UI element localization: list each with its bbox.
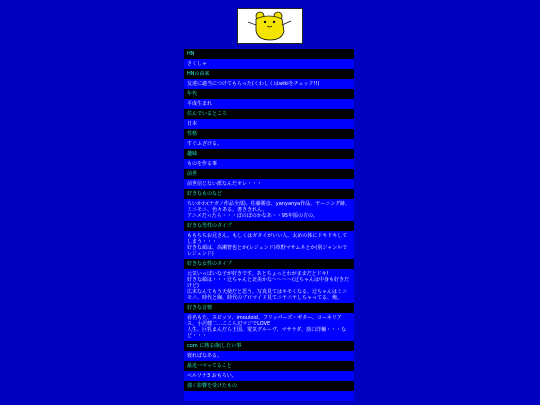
profile-field-label: 最近ハマってること — [184, 361, 354, 371]
profile-field-label: 住んでいるところ — [184, 109, 354, 119]
profile-field-label: 好きな男性のタイプ — [184, 221, 354, 231]
profile-field-value: 元気いっぱいな子が好きです。あとちょっとわがままだとドキ! 好きな顔は・・・辻ちゃんと北美かな〜〜〜〜(辻ちゃんは中身も好きだけど) 広末なんてもう天使だと思う。写真見てはキモくなる。辻ちゃんはミニモニ、時代と胸、時代のブロマイド見てニヤニヤしちゃってる、俺。 — [184, 269, 354, 303]
profile-field-label: 好きな音楽 — [184, 303, 354, 313]
profile-field-value: ベルソナ3 おもろい。 — [184, 371, 354, 381]
profile-field-value: さくしゃ — [184, 59, 354, 69]
profile-field-value: ものを作る事 — [184, 159, 354, 169]
profile-field-label: 好きな女性のタイプ — [184, 259, 354, 269]
profile-field-value: すぐふざける。 — [184, 139, 354, 149]
profile-field-value — [184, 391, 354, 401]
profile-field-label: 強く影響を受けたもの — [184, 381, 354, 391]
profile-field-value: ももちちお兄さん。もしくはガタイがいい人。太めの体にドキドキしてしまう・・・ 好きな顔は、高瀬智也とか(レジェンド)草野マサムネとか(別ジャンルでレジェンド) — [184, 231, 354, 259]
site-logo — [237, 8, 303, 44]
profile-field-label: 前世 — [184, 169, 354, 179]
profile-field-value: 平成生まれ — [184, 99, 354, 109]
bear-logo-icon — [238, 9, 302, 43]
profile-field-label: HNの由来 — [184, 69, 354, 79]
profile-field-value: 前世信じない派なんだオレ・・・ — [184, 179, 354, 189]
profile-field-label: 性格 — [184, 129, 354, 139]
profile-table — [184, 49, 354, 401]
profile-field-label: 年代 — [184, 89, 354, 99]
profile-field-value: 看名もた、スピッツ、imouloid、フリッパーズ・ギター、コーネリアス、小沢健二…ここら辺マジでLOVE 人生、巨乳まんだら王国、電気グルーヴ、マサラダ、筋口洋輔・・・など・・・ — [184, 313, 354, 341]
profile-field-label: HN — [184, 49, 354, 59]
profile-field-label: com に熱る曲(したい事 — [184, 341, 354, 351]
profile-field-value: ちいかわ(ナガノ作品全部)、佐藤勝彦、yanyanya作品、ヤーニング跡、ミニモニ、色々ある。書ききれん。 アニメだったら・・・ぼのぼのかなあ・・95年版の方の。 — [184, 199, 354, 221]
profile-field-value: 日本 — [184, 119, 354, 129]
profile-field-label: 好きなものなど — [184, 189, 354, 199]
profile-field-value: 寝ればなある。 — [184, 351, 354, 361]
profile-field-value: 友達に適当につけてもらった(くわしくはwikiをチェック!!) — [184, 79, 354, 89]
profile-field-label: 趣味 — [184, 149, 354, 159]
